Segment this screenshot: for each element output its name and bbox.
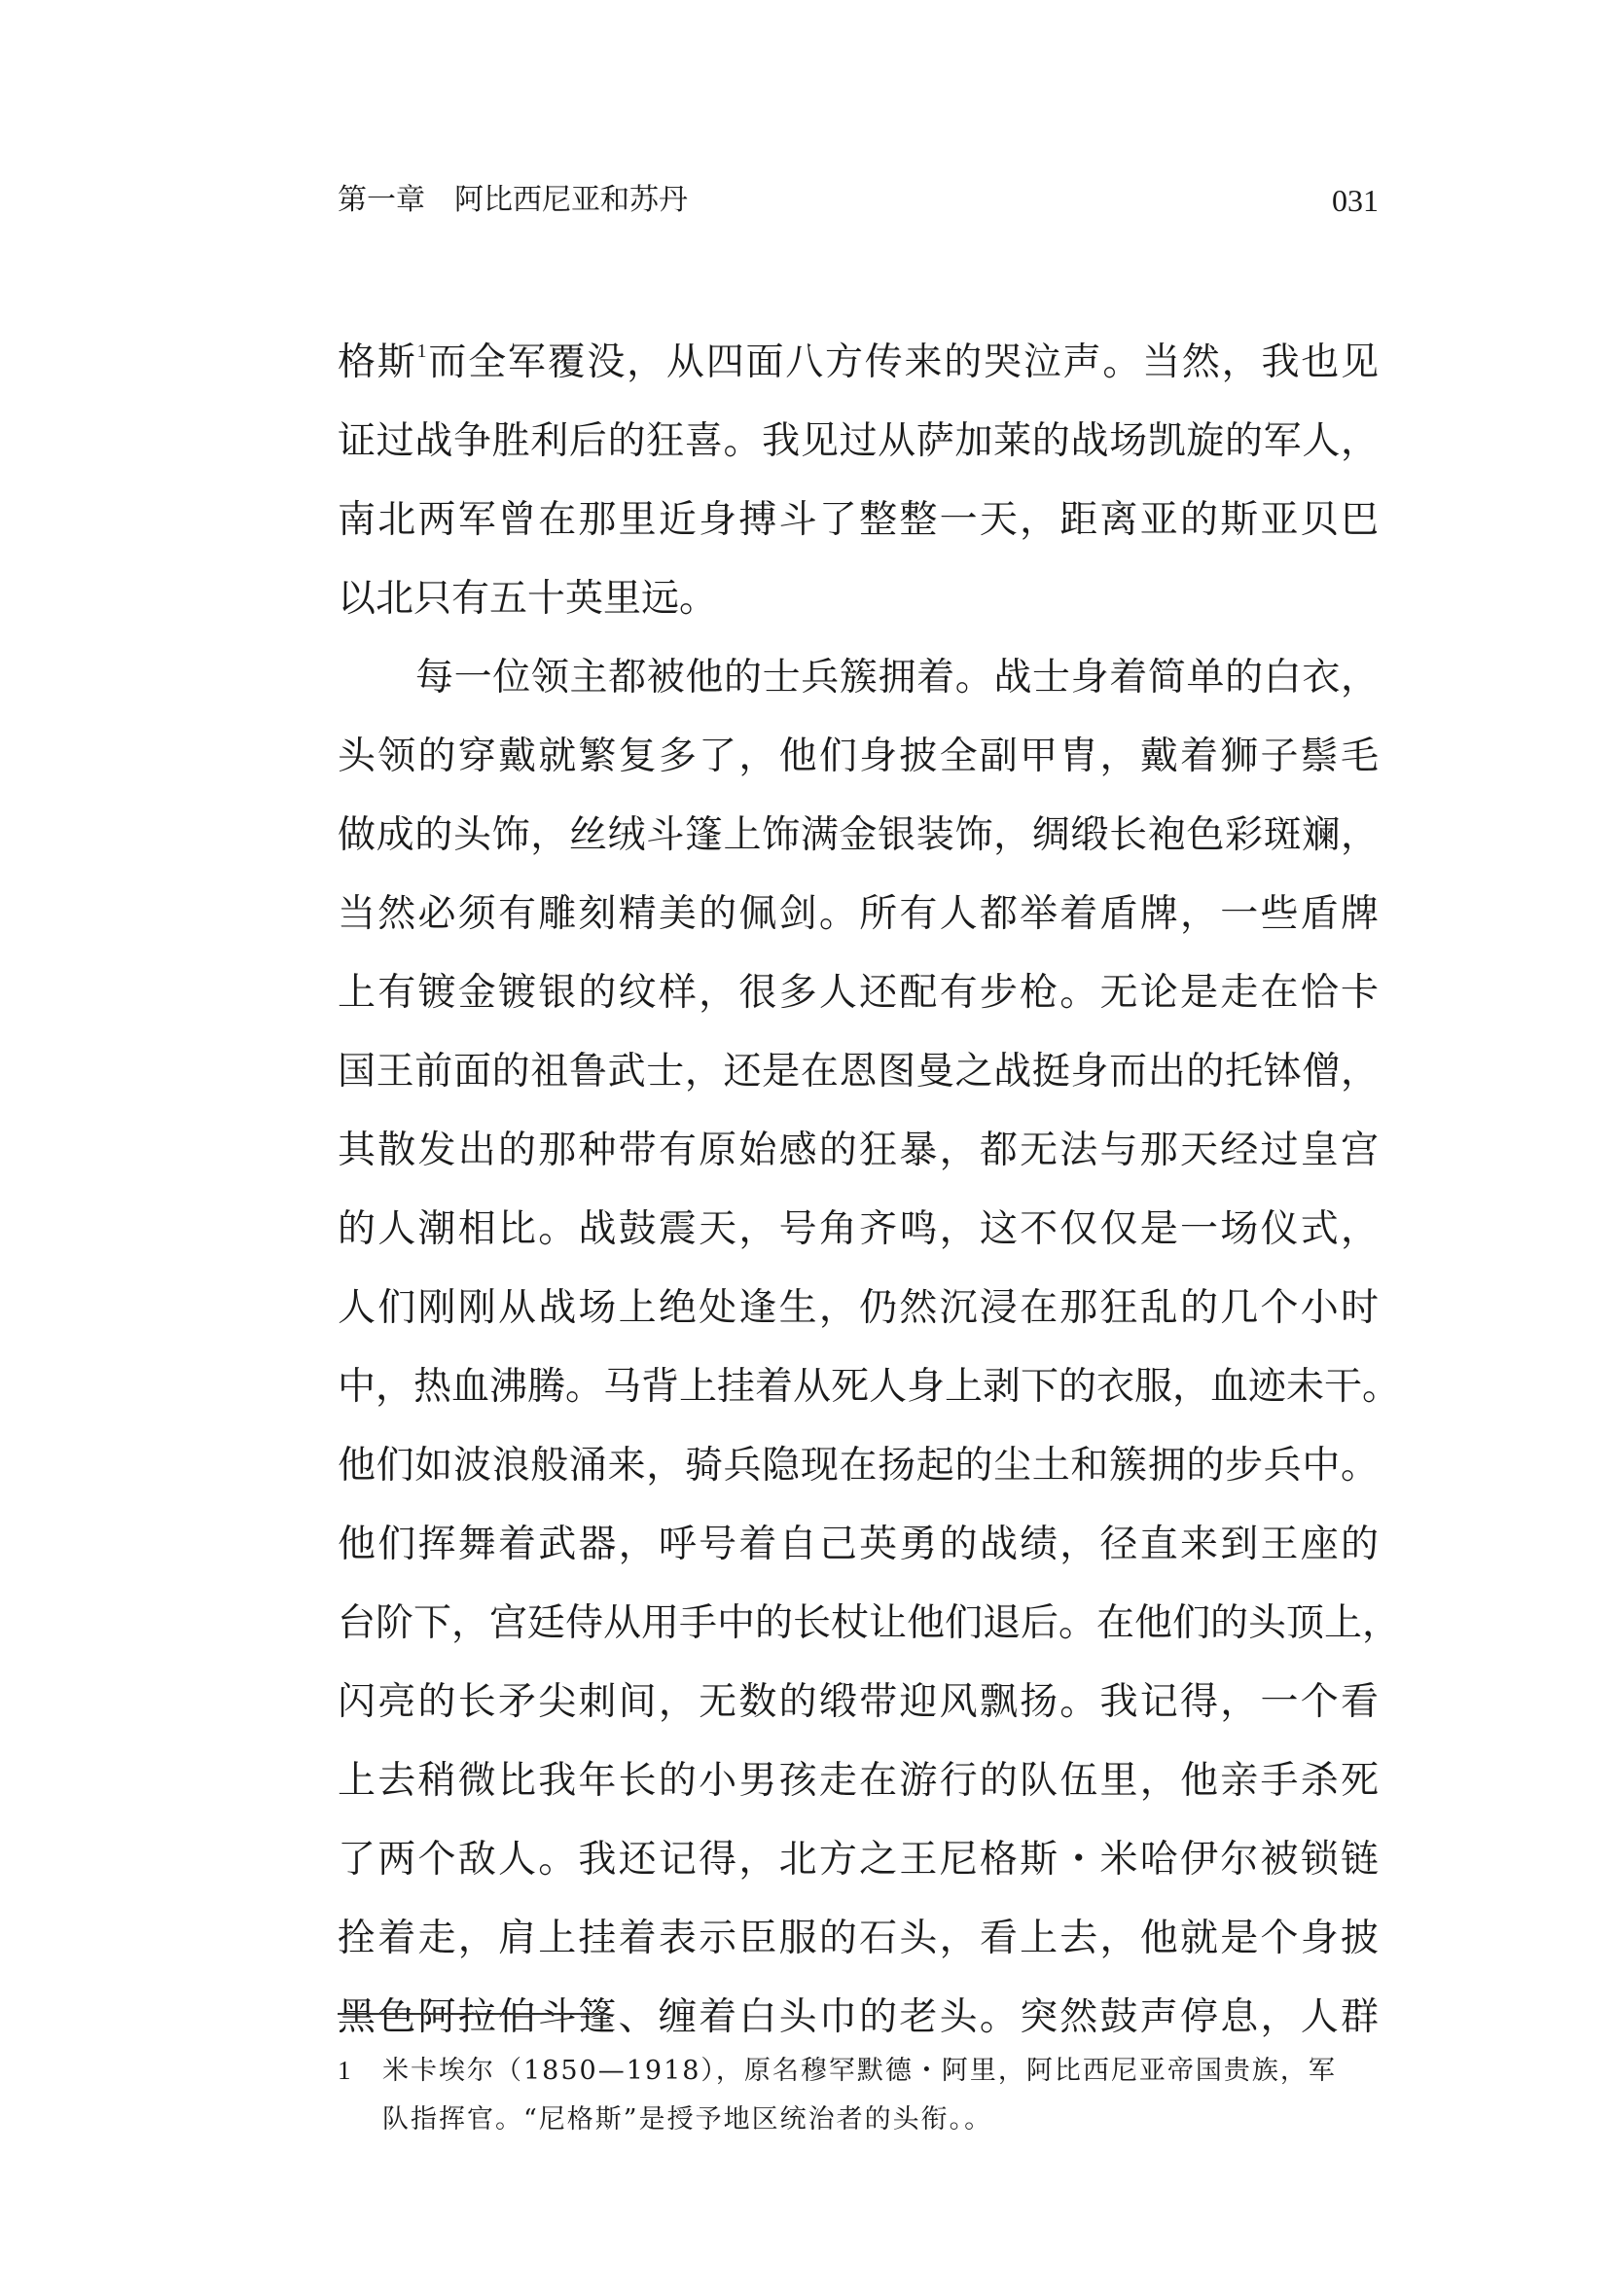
text-line: 上有镀金镀银的纹样，很多人还配有步枪。无论是走在恰卡 xyxy=(338,971,1379,1015)
text-fragment: 而全军覆没，从四面八方传来的哭泣声。当然，我也见 xyxy=(426,341,1379,384)
text-line xyxy=(338,323,1379,402)
text-line: 他们挥舞着武器，呼号着自己英勇的战绩，径直来到王座的 xyxy=(338,1523,1379,1566)
text-line: 了两个敌人。我还记得，北方之王尼格斯・米哈伊尔被锁链 xyxy=(338,1838,1379,1882)
chapter-title: 第一章 阿比西尼亚和苏丹 xyxy=(338,183,688,217)
text-line: 当然必须有雕刻精美的佩剑。所有人都举着盾牌，一些盾牌 xyxy=(338,892,1379,936)
text-line: 南北两军曾在那里近身搏斗了整整一天，距离亚的斯亚贝巴 xyxy=(338,498,1379,542)
text-line: 拴着走，肩上挂着表示臣服的石头，看上去，他就是个身披 xyxy=(338,1917,1379,1960)
text-line: 其散发出的那种带有原始感的狂暴，都无法与那天经过皇宫 xyxy=(338,1129,1379,1172)
body-text xyxy=(338,323,1401,2057)
text-line: 中，热血沸腾。马背上挂着从死人身上剥下的衣服，血迹未干。 xyxy=(338,1365,1401,1409)
footnote-text: 米卡埃尔（1850—1918），原名穆罕默德・阿里，阿比西尼亚帝国贵族，军 xyxy=(382,2056,1337,2086)
footnote-line xyxy=(338,2046,1379,2096)
page-number: 031 xyxy=(1332,183,1379,218)
footnote-reference[interactable]: 1 xyxy=(416,341,427,362)
text-line: 他们如波浪般涌来，骑兵隐现在扬起的尘土和簇拥的步兵中。 xyxy=(338,1444,1379,1488)
text-line: 国王前面的祖鲁武士，还是在恩图曼之战挺身而出的托钵僧， xyxy=(338,1050,1379,1094)
text-line: 以北只有五十英里远。 xyxy=(338,577,718,621)
running-header xyxy=(338,181,1379,220)
text-line: 证过战争胜利后的狂喜。我见过从萨加莱的战场凯旋的军人， xyxy=(338,419,1379,463)
footnote-number: 1 xyxy=(338,2056,351,2085)
footnote-line: 队指挥官。“尼格斯”是授予地区统治者的头衔。。 xyxy=(382,2104,993,2135)
footnote xyxy=(338,2046,1379,2144)
footnote-divider xyxy=(338,2013,606,2015)
text-line: 头领的穿戴就繁复多了，他们身披全副甲胄，戴着狮子鬃毛 xyxy=(338,735,1379,778)
text-line: 闪亮的长矛尖刺间，无数的缎带迎风飘扬。我记得，一个看 xyxy=(338,1680,1379,1724)
text-line: 人们刚刚从战场上绝处逢生，仍然沉浸在那狂乱的几个小时 xyxy=(338,1286,1379,1330)
text-line: 台阶下，宫廷侍从用手中的长杖让他们退后。在他们的头顶上， xyxy=(338,1601,1401,1645)
text-line: 的人潮相比。战鼓震天，号角齐鸣，这不仅仅是一场仪式， xyxy=(338,1207,1379,1251)
text-line: 上去稍微比我年长的小男孩走在游行的队伍里，他亲手杀死 xyxy=(338,1759,1379,1803)
text-line: 黑色阿拉伯斗篷、缠着白头巾的老头。突然鼓声停息，人群 xyxy=(338,1995,1379,2039)
paragraph-start-line: 每一位领主都被他的士兵簇拥着。战士身着简单的白衣， xyxy=(415,656,1379,700)
text-line: 做成的头饰，丝绒斗篷上饰满金银装饰，绸缎长袍色彩斑斓， xyxy=(338,813,1379,857)
text-fragment: 格斯 xyxy=(338,341,417,384)
